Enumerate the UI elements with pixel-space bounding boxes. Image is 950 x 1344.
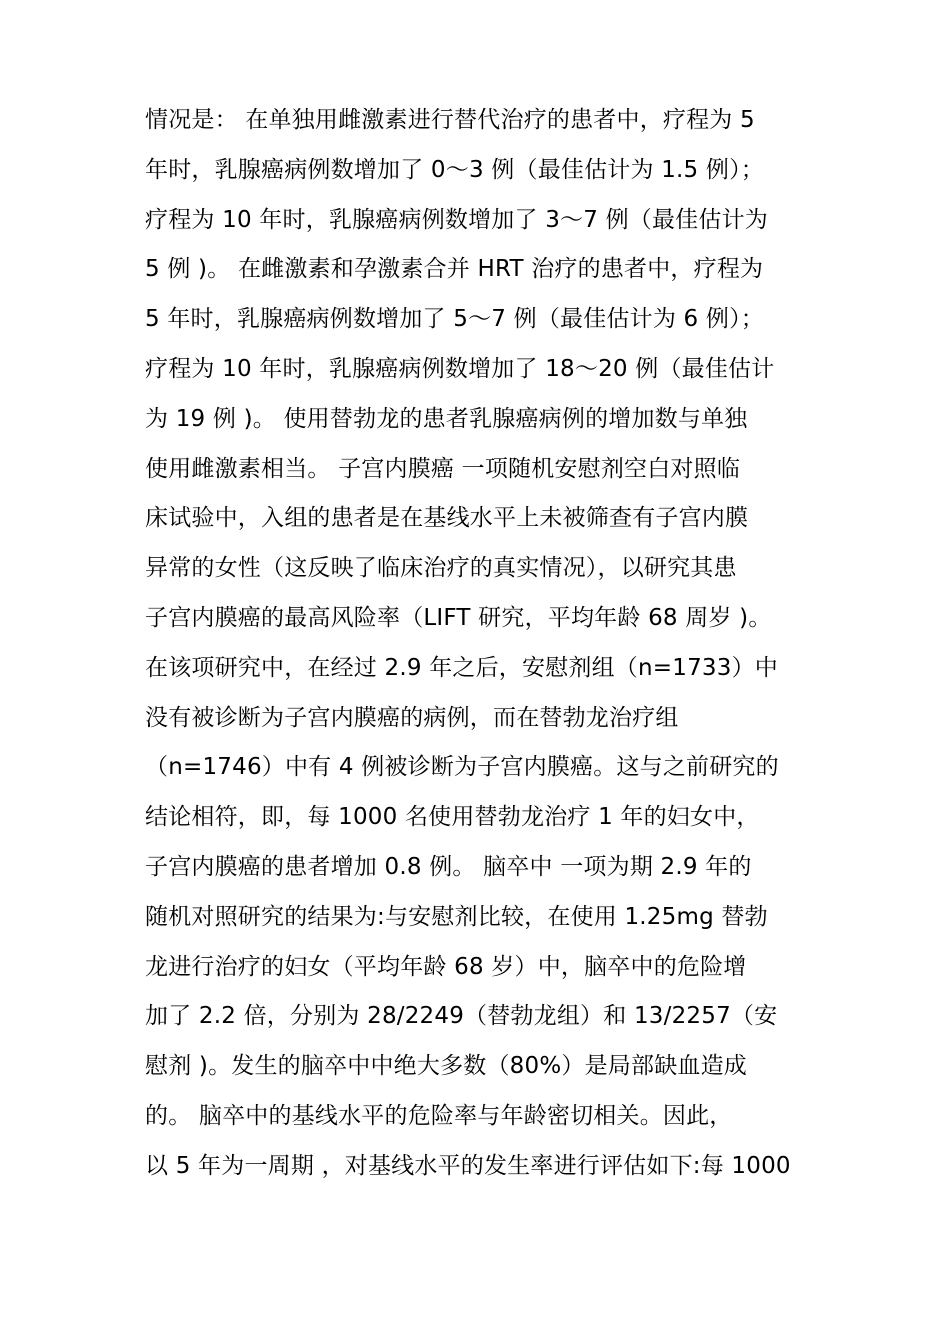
text-line: 疗程为 10 年时，乳腺癌病例数增加了 3～7 例（最佳估计为 bbox=[145, 206, 768, 233]
text-line: 年时，乳腺癌病例数增加了 0～3 例（最佳估计为 1.5 例）； bbox=[145, 156, 764, 183]
text-line: （n=1746）中有 4 例被诊断为子宫内膜癌。这与之前研究的 bbox=[145, 754, 779, 781]
body-text bbox=[145, 96, 815, 1192]
text-line: 子宫内膜癌的最高风险率（LIFT 研究，平均年龄 68 周岁 )。 bbox=[145, 604, 772, 631]
text-line: 加了 2.2 倍，分别为 28/2249（替勃龙组）和 13/2257（安 bbox=[145, 1003, 778, 1030]
text-line: 随机对照研究的结果为:与安慰剂比较，在使用 1.25mg 替勃 bbox=[145, 903, 768, 930]
text-line: 5 年时，乳腺癌病例数增加了 5～7 例（最佳估计为 6 例）； bbox=[145, 306, 764, 333]
text-line: 以 5 年为一周期 ，对基线水平的发生率进行评估如下:每 1000 bbox=[145, 1152, 791, 1179]
text-line: 慰剂 )。发生的脑卒中中绝大多数（80%）是局部缺血造成 bbox=[145, 1053, 748, 1080]
text-line: 情况是： 在单独用雌激素进行替代治疗的患者中，疗程为 5 bbox=[145, 107, 755, 133]
text-line: 龙进行治疗的妇女（平均年龄 68 岁）中，脑卒中的危险增 bbox=[145, 953, 747, 980]
text-line: 床试验中，入组的患者是在基线水平上未被筛查有子宫内膜 bbox=[145, 505, 749, 532]
text-line: 异常的女性（这反映了临床治疗的真实情况），以研究其患 bbox=[145, 555, 737, 582]
text-line: 结论相符，即，每 1000 名使用替勃龙治疗 1 年的妇女中， bbox=[145, 804, 760, 831]
text-line: 疗程为 10 年时，乳腺癌病例数增加了 18～20 例（最佳估计 bbox=[145, 355, 775, 382]
text-line: 5 例 )。 在雌激素和孕激素合并 HRT 治疗的患者中，疗程为 bbox=[145, 256, 764, 283]
text-line: 在该项研究中，在经过 2.9 年之后，安慰剂组（n=1733）中 bbox=[145, 654, 778, 681]
text-line: 的。 脑卒中的基线水平的危险率与年龄密切相关。因此， bbox=[145, 1102, 733, 1129]
text-line: 为 19 例 )。 使用替勃龙的患者乳腺癌病例的增加数与单独 bbox=[145, 405, 748, 432]
text-line: 没有被诊断为子宫内膜癌的病例，而在替勃龙治疗组 bbox=[145, 704, 679, 731]
text-line: 子宫内膜癌的患者增加 0.8 例。 脑卒中 一项为期 2.9 年的 bbox=[145, 853, 752, 880]
text-line: 使用雌激素相当。 子宫内膜癌 一项随机安慰剂空白对照临 bbox=[145, 455, 741, 482]
